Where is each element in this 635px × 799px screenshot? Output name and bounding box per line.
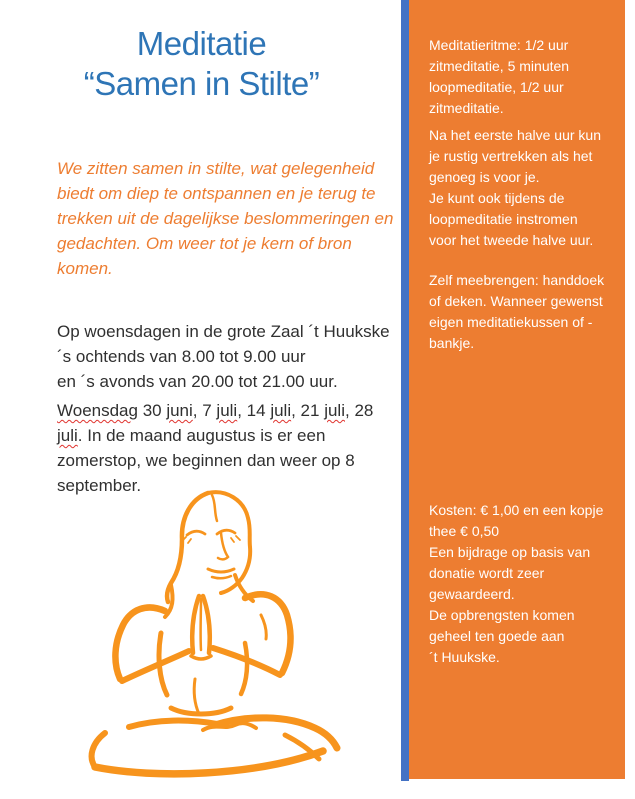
intro-paragraph: We zitten samen in stilte, wat gelegenheid biedt om diep te ontspannen en je terug te trekken uit de dagelijkse beslommeringen en gedachten. Om weer tot je kern of bron komen.	[57, 159, 394, 278]
sidebar-note-rhythm: Meditatieritme: 1/2 uur zitmeditatie, 5 minuten loopmeditatie, 1/2 uur zitmeditatie.	[429, 37, 570, 116]
page-title	[0, 24, 403, 104]
meditating-person-illustration	[75, 483, 375, 783]
text-segment: , 21	[291, 401, 325, 420]
text-segment: , 7	[192, 401, 217, 420]
figure-legs	[92, 718, 337, 774]
page-title-line-1: Meditatie	[136, 25, 267, 62]
text-segment: september.	[57, 476, 142, 495]
text-segment: 30	[137, 401, 167, 420]
sidebar-note-bring-yourself: Zelf meebrengen: handdoek of deken. Wanneer gewenst eigen meditatiekussen of - bankje.	[429, 272, 605, 351]
sidebar-note-costs: Kosten: € 1,00 en een kopje thee € 0,50 Een bijdrage op basis van donatie wordt zeer gewaardeerd. De opbrengsten komen geheel ten goede aan ´t Huukske.	[429, 502, 604, 665]
text-segment: , 28	[345, 401, 374, 420]
schedule-paragraph: Op woensdagen in de grote Zaal ´t Huukske ´s ochtends van 8.00 tot 9.00 uur en ´s avonds van 20.00 tot 21.00 uur.	[57, 322, 390, 391]
text-segment: , 14	[237, 401, 271, 420]
figure-face	[182, 530, 240, 578]
misspelled-word: Woensdag	[57, 401, 138, 420]
misspelled-word: juli	[324, 401, 345, 420]
misspelled-word: juli	[216, 401, 238, 420]
misspelled-word: juli	[57, 426, 78, 445]
figure-torso	[159, 633, 247, 714]
figure-neck-shoulders	[115, 575, 290, 679]
sidebar-note-leaving-joining: Na het eerste halve uur kun je rustig vertrekken als het genoeg is voor je. Je kunt ook tijdens de loopmeditatie instromen voor het tweede halve uur.	[429, 127, 601, 248]
sidebar-panel	[409, 0, 625, 779]
text-segment: zomerstop, we beginnen dan weer op 8	[57, 451, 355, 470]
blue-vertical-stripe	[401, 0, 409, 781]
misspelled-word: juli	[270, 401, 292, 420]
page-title-line-2: “Samen in Stilte”	[83, 65, 320, 102]
misspelled-word: juni	[166, 401, 193, 420]
text-segment: . In de maand augustus is er een	[77, 426, 326, 445]
